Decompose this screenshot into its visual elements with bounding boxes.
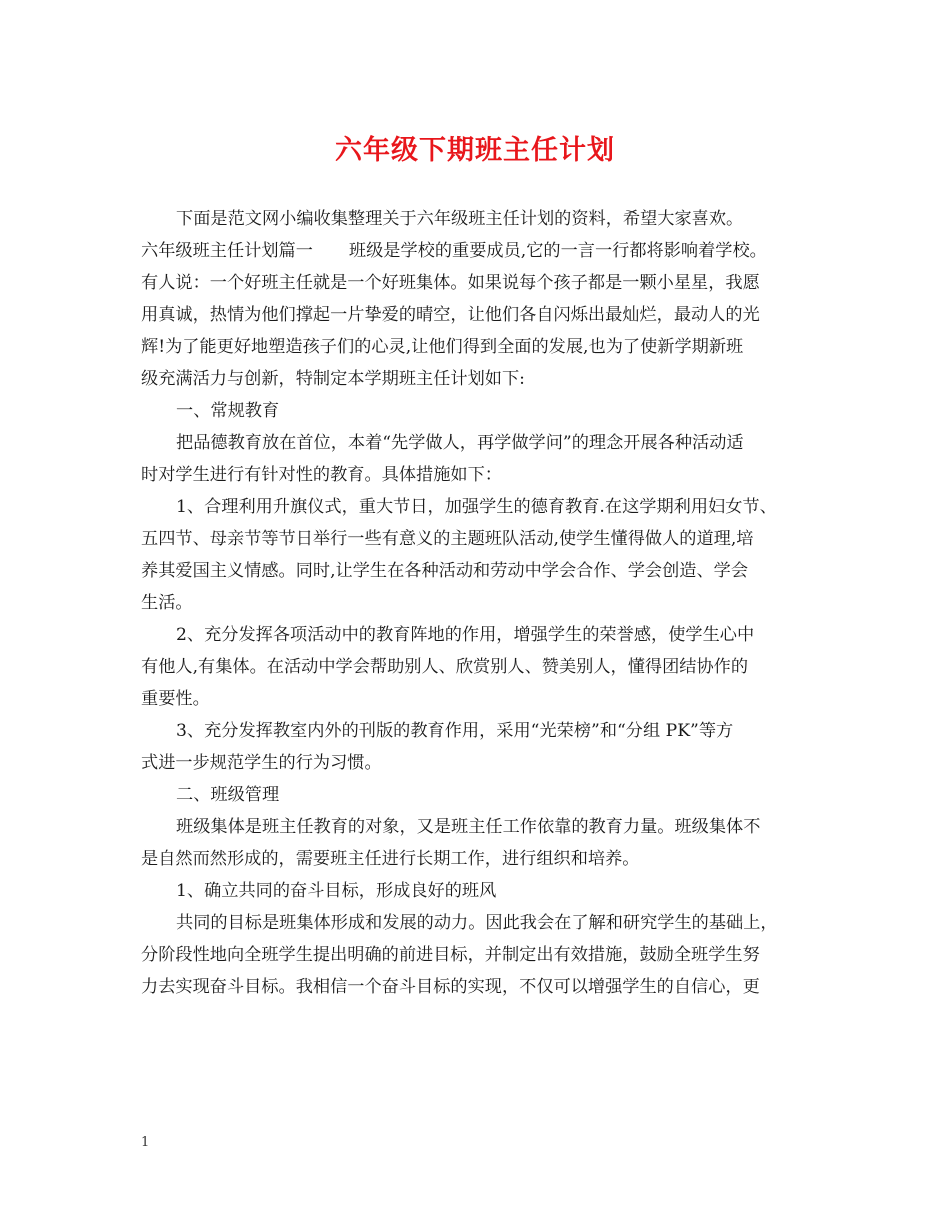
text-line: 力去实现奋斗目标。我相信一个奋斗目标的实现，不仅可以增强学生的自信心，更: [141, 977, 760, 997]
text-line: 式进一步规范学生的行为习惯。: [141, 753, 382, 773]
text-line: [141, 235, 831, 267]
text-line: 级充满活力与创新，特制定本学期班主任计划如下:: [141, 369, 525, 389]
text-line: 3、充分发挥教室内外的刊版的教育作用，采用“光荣榜”和“分组 PK”等方: [176, 721, 734, 741]
text-line: 共同的目标是班集体形成和发展的动力。因此我会在了解和研究学生的基础上，: [176, 913, 778, 933]
text-line: 下面是范文网小编收集整理关于六年级班主任计划的资料，希望大家喜欢。: [176, 209, 744, 229]
text-line: 重要性。: [141, 689, 210, 709]
document-body: [141, 203, 831, 1003]
text-line: 2、充分发挥各项活动中的教育阵地的作用，增强学生的荣誉感，使学生心中: [176, 625, 755, 645]
text-line: 有人说：一个好班主任就是一个好班集体。如果说每个孩子都是一颗小星星，我愿: [141, 273, 760, 293]
text-line: 二、班级管理: [176, 785, 280, 805]
text-line: 辉!为了能更好地塑造孩子们的心灵,让他们得到全面的发展,也为了使新学期新班: [141, 337, 744, 357]
text-line: 把品德教育放在首位，本着“先学做人，再学做学问”的理念开展各种活动适: [176, 433, 744, 453]
text-line: 用真诚，热情为他们撑起一片挚爱的晴空，让他们各自闪烁出最灿烂，最动人的光: [141, 305, 760, 325]
text-line: 班级集体是班主任教育的对象，又是班主任工作依靠的教育力量。班级集体不: [176, 817, 761, 837]
text-line: 养其爱国主义情感。同时,让学生在各种活动和劳动中学会合作、学会创造、学会: [141, 561, 749, 581]
text-line: 生活。: [141, 593, 193, 613]
text-line: 有他人,有集体。在活动中学会帮助别人、欣赏别人、赞美别人，懂得团结协作的: [141, 657, 749, 677]
paragraph-text: 班级是学校的重要成员,它的一言一行都将影响着学校。: [348, 241, 767, 261]
text-line: 一、常规教育: [176, 401, 280, 421]
text-line: 1、确立共同的奋斗目标，形成良好的班风: [176, 881, 497, 901]
section-heading-inline: 六年级班主任计划篇一: [141, 241, 313, 261]
page-number: 1: [141, 1135, 150, 1150]
document-title: 六年级下期班主任计划: [335, 135, 615, 166]
text-line: 分阶段性地向全班学生提出明确的前进目标，并制定出有效措施，鼓励全班学生努: [141, 945, 760, 965]
text-line: 五四节、母亲节等节日举行一些有意义的主题班队活动,使学生懂得做人的道理,培: [141, 529, 754, 549]
text-line: 1、合理利用升旗仪式，重大节日，加强学生的德育教育.在这学期利用妇女节、: [176, 497, 777, 517]
text-line: 是自然而然形成的，需要班主任进行长期工作，进行组织和培养。: [141, 849, 640, 869]
text-line: 时对学生进行有针对性的教育。具体措施如下：: [141, 465, 502, 485]
